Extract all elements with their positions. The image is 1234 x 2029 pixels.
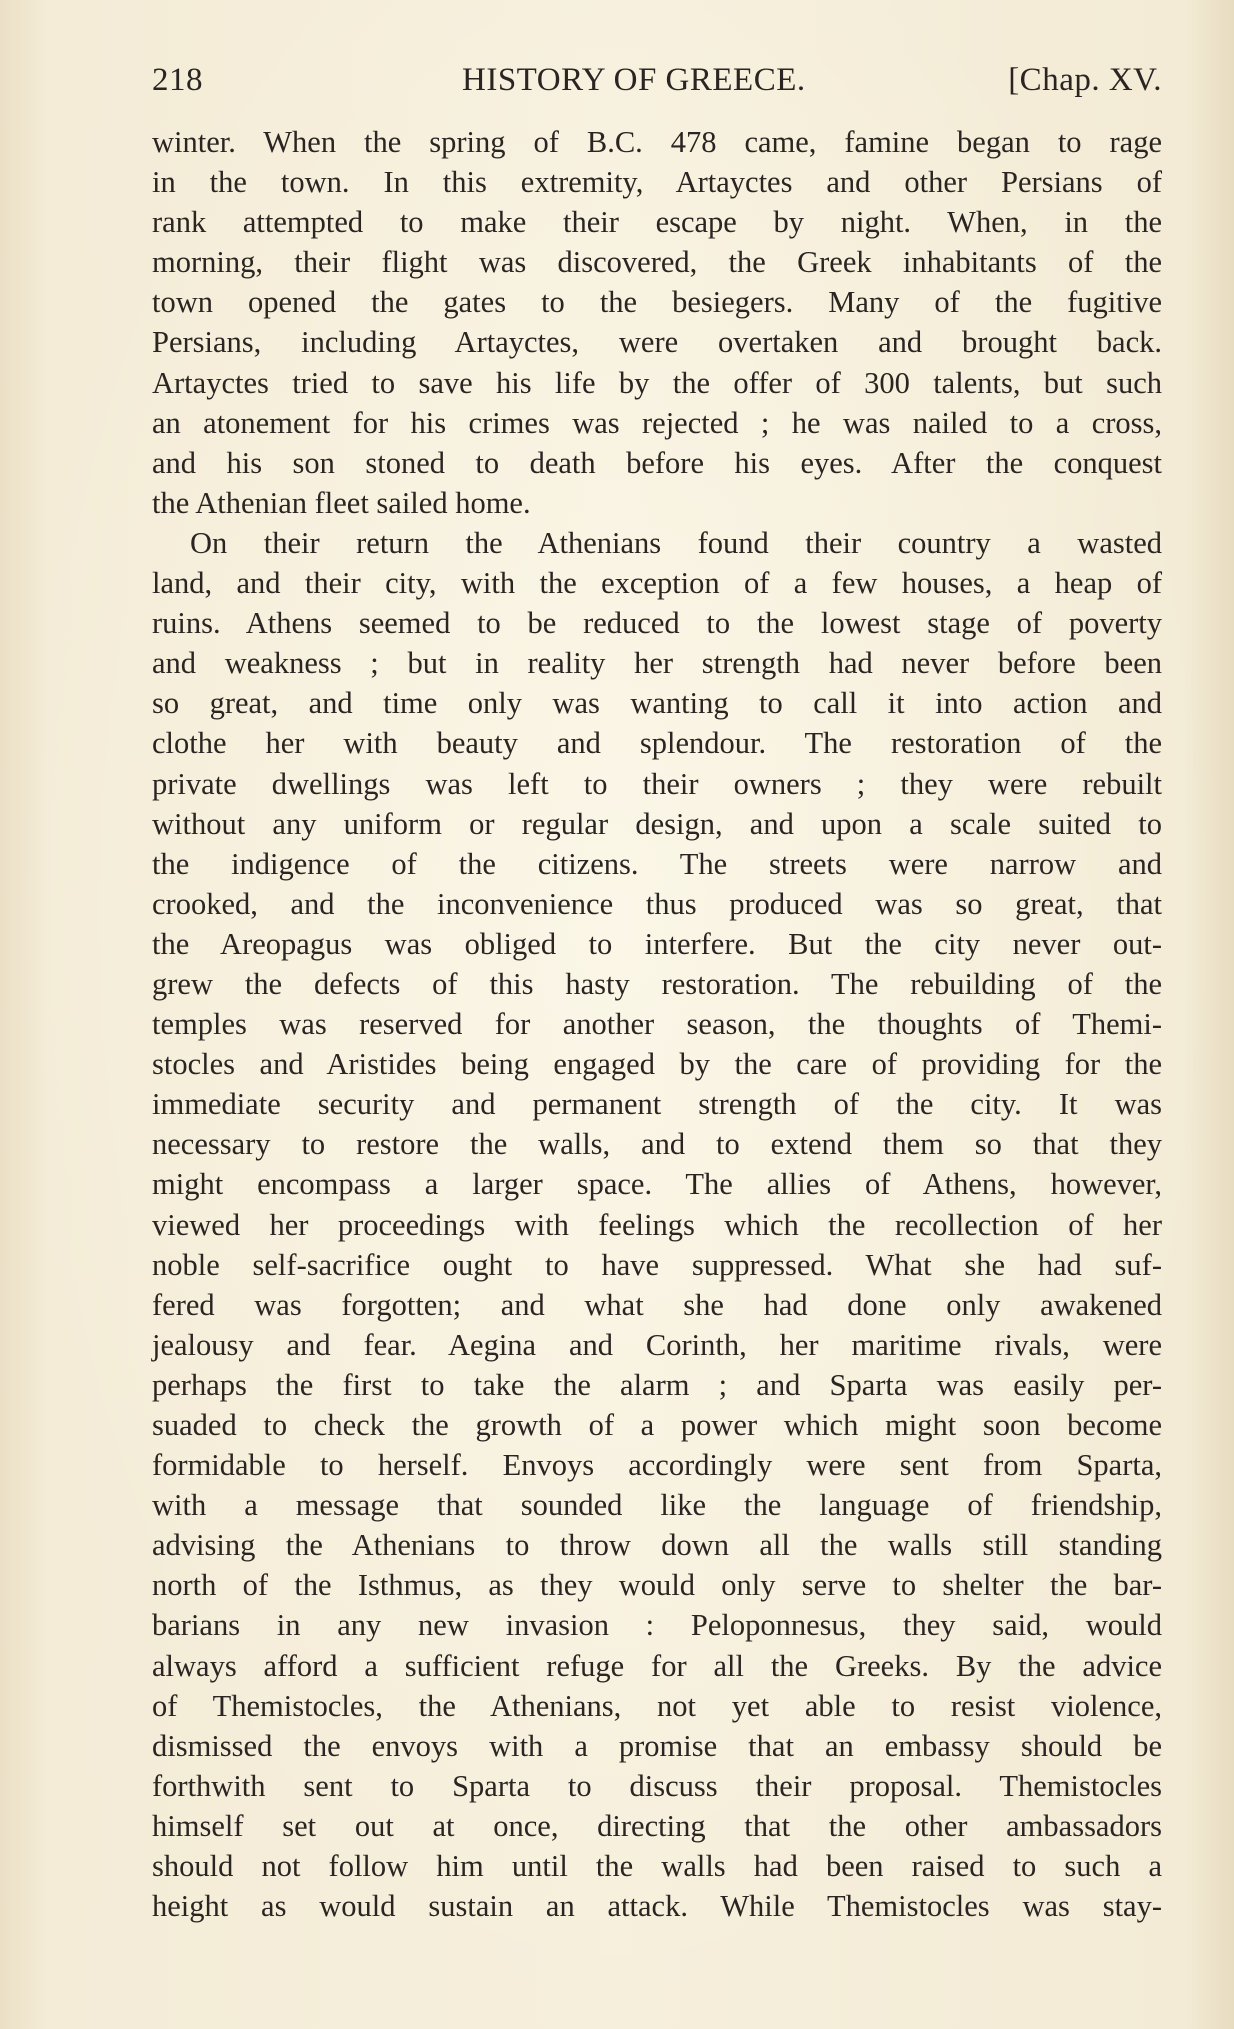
text-line: of Themistocles, the Athenians, not yet able to resist violence, (152, 1688, 1162, 1723)
text-line: the Areopagus was obliged to interfere. But the city never out- (152, 926, 1162, 961)
text-line: forthwith sent to Sparta to discuss their proposal. Themistocles (152, 1768, 1162, 1803)
text-line: rank attempted to make their escape by night. When, in the (152, 205, 1162, 240)
text-line: jealousy and fear. Aegina and Corinth, her maritime rivals, were (152, 1327, 1162, 1362)
text-line: and his son stoned to death before his eyes. After the conquest (152, 445, 1162, 480)
text-line: clothe her with beauty and splendour. The restoration of the (152, 726, 1162, 761)
running-head (152, 58, 1162, 102)
text-line: perhaps the first to take the alarm ; and Sparta was easily per- (152, 1367, 1162, 1402)
text-line: viewed her proceedings with feelings which the recollection of her (152, 1207, 1162, 1242)
text-line: dismissed the envoys with a promise that an embassy should be (152, 1728, 1162, 1763)
text-line: himself set out at once, directing that the other ambassadors (152, 1808, 1162, 1843)
chapter-label: [Chap. XV. (1008, 62, 1162, 98)
text-line: Persians, including Artayctes, were overtaken and brought back. (152, 325, 1162, 360)
text-line: and weakness ; but in reality her strength had never before been (152, 646, 1162, 681)
paragraph-start-line: On their return the Athenians found their country a wasted (190, 525, 1162, 560)
text-line: grew the defects of this hasty restoration. The rebuilding of the (152, 966, 1162, 1001)
text-line: necessary to restore the walls, and to extend them so that they (152, 1127, 1162, 1162)
page-number: 218 (152, 62, 203, 98)
text-line: in the town. In this extremity, Artayctes and other Persians of (152, 165, 1162, 200)
text-line: suaded to check the growth of a power which might soon become (152, 1408, 1162, 1442)
text-line: immediate security and permanent strength of the city. It was (152, 1087, 1162, 1122)
text-line: always afford a sufficient refuge for all the Greeks. By the advice (152, 1648, 1162, 1683)
text-line: crooked, and the inconvenience thus produced was so great, that (152, 886, 1162, 921)
text-line: might encompass a larger space. The allies of Athens, however, (152, 1167, 1162, 1202)
text-line: winter. When the spring of B.C. 478 came, famine began to rage (152, 125, 1162, 159)
text-line: without any uniform or regular design, and upon a scale suited to (152, 806, 1162, 841)
text-line: height as would sustain an attack. While Themistocles was stay- (152, 1889, 1162, 1924)
text-line: town opened the gates to the besiegers. Many of the fugitive (152, 285, 1162, 320)
text-line: an atonement for his crimes was rejected ; he was nailed to a cross, (152, 405, 1162, 440)
text-line: so great, and time only was wanting to call it into action and (152, 686, 1162, 721)
text-line: private dwellings was left to their owners ; they were rebuilt (152, 766, 1162, 801)
text-line: Artayctes tried to save his life by the offer of 300 talents, but such (152, 365, 1162, 400)
text-line: the indigence of the citizens. The streets were narrow and (152, 846, 1162, 881)
text-line: with a message that sounded like the language of friendship, (152, 1488, 1162, 1523)
text-line: morning, their flight was discovered, the Greek inhabitants of the (152, 245, 1162, 280)
text-line: ruins. Athens seemed to be reduced to the lowest stage of poverty (152, 606, 1162, 641)
text-line: formidable to herself. Envoys accordingly were sent from Sparta, (152, 1448, 1162, 1483)
text-line: fered was forgotten; and what she had done only awakened (152, 1287, 1162, 1322)
text-line: land, and their city, with the exception of a few houses, a heap of (152, 566, 1162, 601)
text-line: advising the Athenians to throw down all the walls still standing (152, 1528, 1162, 1563)
text-line: barians in any new invasion : Peloponnesus, they said, would (152, 1608, 1162, 1643)
text-line: noble self-sacrifice ought to have suppressed. What she had suf- (152, 1247, 1162, 1282)
text-line: should not follow him until the walls had been raised to such a (152, 1849, 1162, 1884)
text-line: temples was reserved for another season, the thoughts of Themi- (152, 1007, 1162, 1042)
book-title: HISTORY OF GREECE. (462, 62, 806, 98)
paragraph-end-line: the Athenian fleet sailed home. (152, 485, 531, 520)
text-line: stocles and Aristides being engaged by the care of providing for the (152, 1047, 1162, 1082)
text-line: north of the Isthmus, as they would only serve to shelter the bar- (152, 1568, 1162, 1603)
body-text (152, 122, 1162, 1926)
